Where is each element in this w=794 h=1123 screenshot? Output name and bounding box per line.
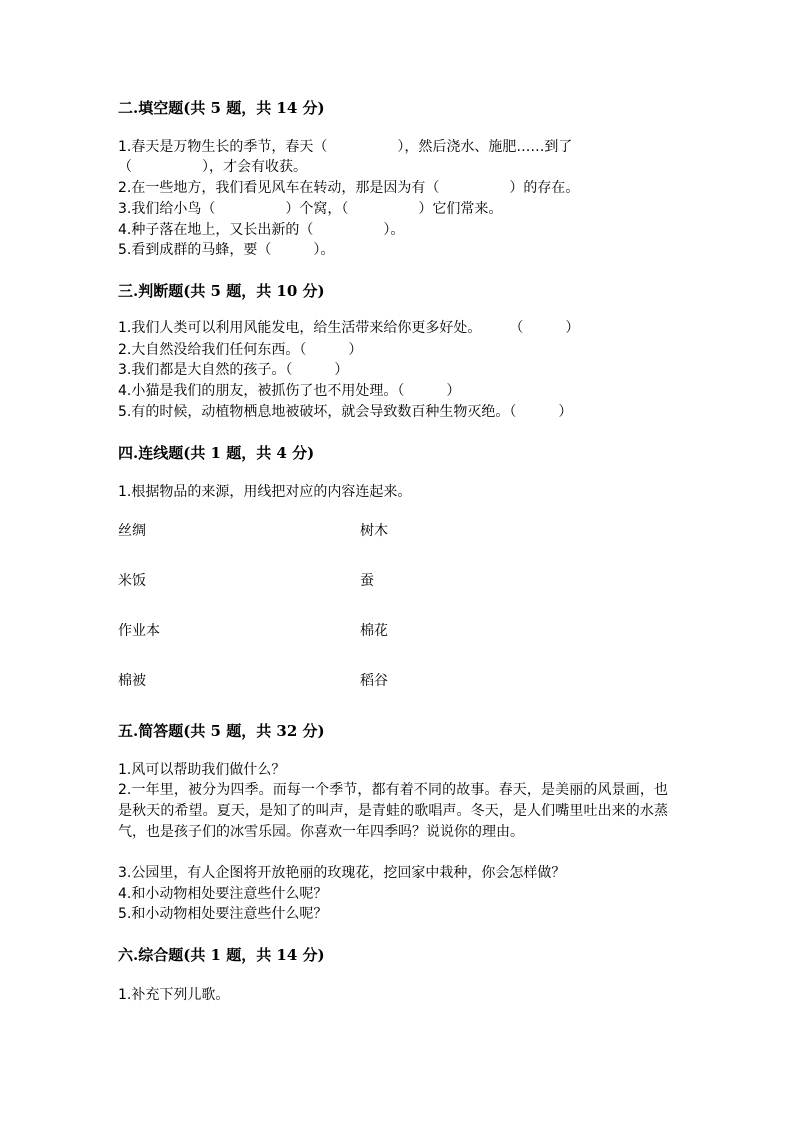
true-false-q1: 1.我们人类可以利用风能发电，给生活带来给你更多好处。 （ ）	[118, 320, 580, 336]
fill-blank-q1-line2: （ ），才会有收获。	[118, 159, 307, 175]
fill-blank-q1-line1: 1.春天是万物生长的季节，春天（ ），然后浇水、施肥……到了	[118, 139, 573, 155]
section-title-fill-blank: 二.填空题(共 5 题，共 14 分)	[118, 99, 325, 117]
matching-question: 1.根据物品的来源，用线把对应的内容连起来。	[118, 484, 412, 500]
section-title-comprehensive: 六.综合题(共 1 题，共 14 分)	[118, 946, 325, 964]
matching-left-item: 棉被	[118, 673, 146, 689]
true-false-q5: 5.有的时候，动植物栖息地被破坏，就会导致数百种生物灭绝。（ ）	[118, 404, 573, 420]
matching-right-item: 稻谷	[360, 673, 388, 689]
short-answer-q3: 3.公园里，有人企图将开放艳丽的玫瑰花，挖回家中栽种，你会怎样做？	[118, 865, 566, 881]
true-false-q2: 2.大自然没给我们任何东西。（ ）	[118, 342, 363, 358]
section-title-short-answer: 五.简答题(共 5 题，共 32 分)	[118, 722, 325, 740]
fill-blank-q2: 2.在一些地方，我们看见风车在转动，那是因为有（ ）的存在。	[118, 180, 580, 196]
matching-left-item: 丝绸	[118, 523, 146, 539]
fill-blank-q5: 5.看到成群的马蜂，要（ ）。	[118, 242, 335, 258]
section-title-matching: 四.连线题(共 1 题，共 4 分)	[118, 444, 315, 462]
matching-left-item: 米饭	[118, 573, 146, 589]
short-answer-q1: 1.风可以帮助我们做什么？	[118, 762, 286, 778]
matching-right-item: 树木	[360, 523, 388, 539]
short-answer-q5: 5.和小动物相处要注意些什么呢？	[118, 906, 328, 922]
short-answer-q4: 4.和小动物相处要注意些什么呢？	[118, 886, 328, 902]
true-false-q4: 4.小猫是我们的朋友，被抓伤了也不用处理。（ ）	[118, 383, 461, 399]
true-false-q3: 3.我们都是大自然的孩子。（ ）	[118, 362, 349, 378]
matching-right-item: 蚕	[360, 573, 374, 589]
fill-blank-q3: 3.我们给小鸟（ ）个窝，（ ）它们常来。	[118, 201, 503, 217]
section-title-true-false: 三.判断题(共 5 题，共 10 分)	[118, 282, 325, 300]
matching-right-item: 棉花	[360, 623, 388, 639]
comprehensive-question: 1.补充下列儿歌。	[118, 987, 230, 1003]
fill-blank-q4: 4.种子落在地上，又长出新的（ ）。	[118, 222, 405, 238]
matching-left-item: 作业本	[118, 623, 160, 639]
short-answer-q2: 2.一年里，被分为四季。而每一个季节，都有着不同的故事。春天，是美丽的风景画，也是秋天的希望。夏天，是知了的叫声，是青蛙的歌唱声。冬天，是人们嘴里吐出来的水蒸气，也是孩子们的冰雪乐园。你喜欢一年四季吗？说说你的理由。	[118, 782, 668, 840]
